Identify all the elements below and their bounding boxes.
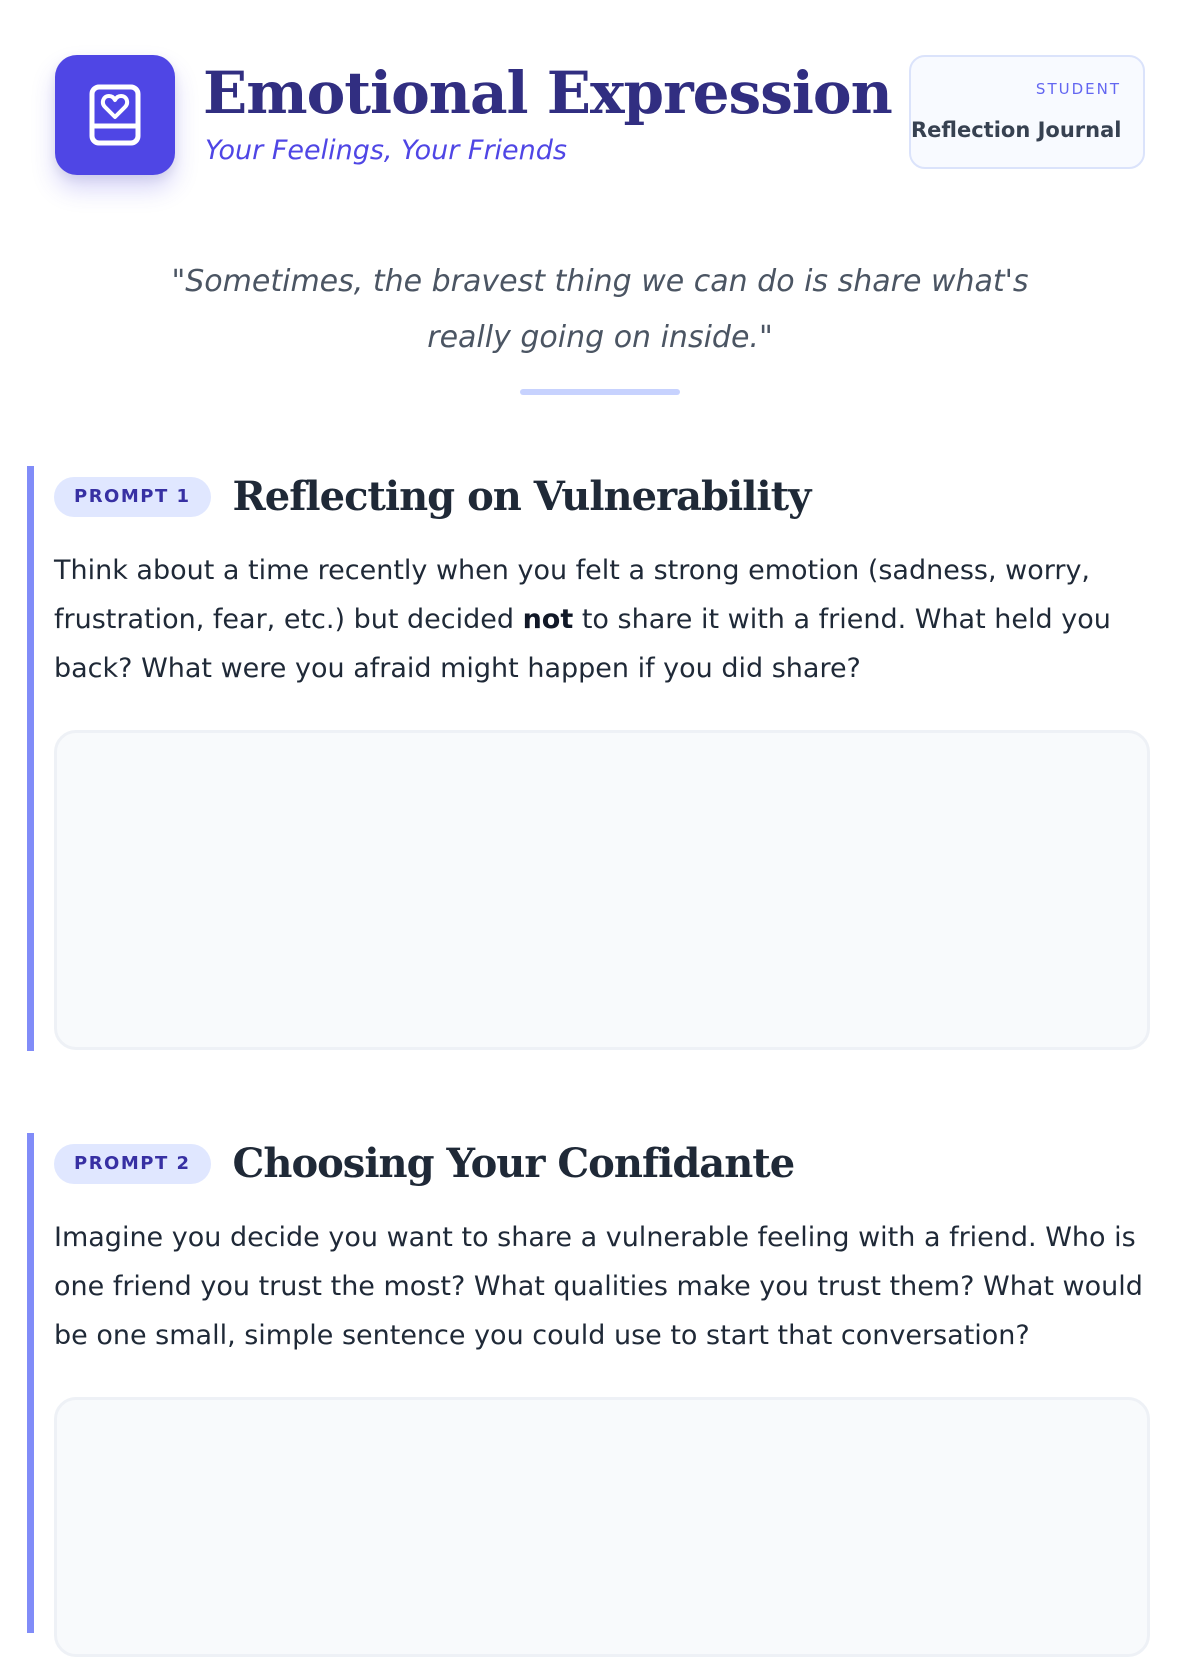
prompt-text-emphasis: not	[522, 604, 574, 635]
prompt-text-end: to share it with a friend. What held you back? What were you afraid might happen if you did share?	[54, 604, 1111, 684]
prompt-header	[54, 472, 810, 522]
prompt-number-badge: PROMPT 2	[54, 1144, 211, 1184]
journal-type-badge	[909, 55, 1145, 169]
logo	[55, 55, 175, 175]
answer-textarea-1[interactable]	[54, 730, 1150, 1050]
page-header	[55, 55, 1145, 175]
intro-quote: "Sometimes, the bravest thing we can do is share what's really going on inside."	[171, 264, 1029, 355]
prompt-text-start: Think about a time recently when you felt a strong emotion (sadness, worry, frustration, fear, etc.) but decided	[54, 555, 1091, 635]
prompt-title: Reflecting on Vulnerability	[232, 473, 811, 520]
prompt-title: Choosing Your Confidante	[232, 1140, 795, 1187]
prompt-section-2	[27, 1133, 1150, 1633]
prompt-number-badge: PROMPT 1	[54, 477, 211, 517]
journal-heart-icon	[88, 84, 142, 146]
page-subtitle: Your Feelings, Your Friends	[205, 135, 567, 166]
badge-eyebrow: STUDENT	[1035, 80, 1121, 98]
answer-textarea-2[interactable]	[54, 1397, 1150, 1657]
prompt-section-1	[27, 466, 1150, 1051]
quote-divider	[520, 389, 680, 395]
badge-label: Reflection Journal	[911, 118, 1122, 142]
prompt-header	[54, 1139, 794, 1189]
prompt-question	[54, 546, 1149, 693]
prompt-question: Imagine you decide you want to share a vulnerable feeling with a friend. Who is one friend you trust the most? What qualities make you trust them? What would be one small, simple sentence you could use to start that conversation?	[54, 1222, 1143, 1351]
page-title: Emotional Expression	[203, 59, 892, 127]
